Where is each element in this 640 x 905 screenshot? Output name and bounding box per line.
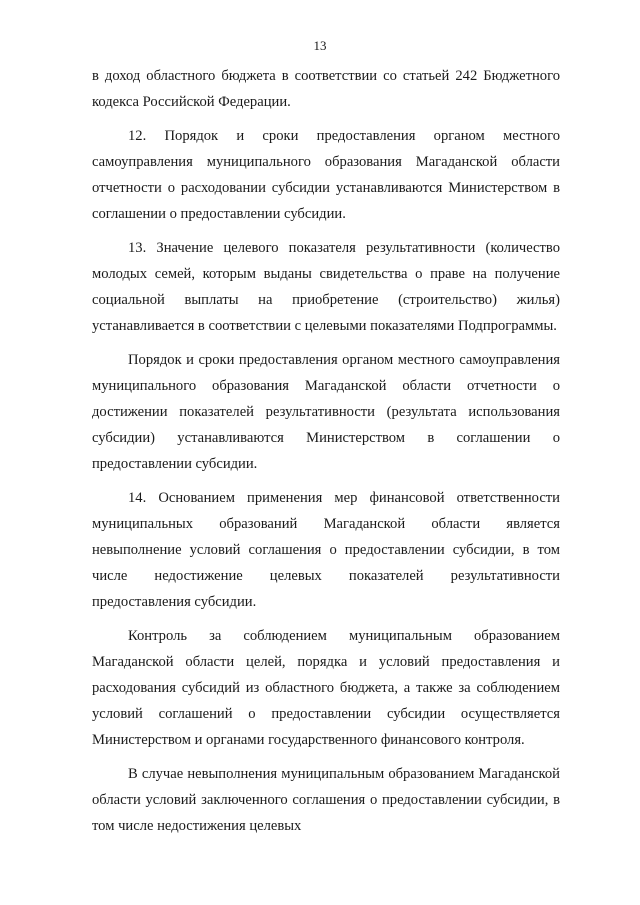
document-body xyxy=(92,63,560,839)
paragraph-item-14: 14. Основанием применения мер финансовой ответственности муниципальных образований Магаданской области является невыполнение условий соглашения о предоставлении субсидии, в том числе недостижение целевых показателей результативности предоставления субсидии. xyxy=(92,490,560,610)
paragraph-reporting-order: Порядок и сроки предоставления органом местного самоуправления муниципального образования Магаданской области отчетности о достижении показателей результативности (результата использования субсидии) устанавливаются Министерством в соглашении о предоставлении субсидии. xyxy=(92,352,560,472)
paragraph-noncompliance: В случае невыполнения муниципальным образованием Магаданской области условий заключенного соглашения о предоставлении субсидии, в том числе недостижения целевых xyxy=(92,766,560,834)
paragraph-control: Контроль за соблюдением муниципальным образованием Магаданской области целей, порядка и условий предоставления и расходования субсидий из областного бюджета, а также за соблюдением условий соглашений о предоставлении субсидии осуществляется Министерством и органами государственного финансового контроля. xyxy=(92,628,560,748)
paragraph-continuation: в доход областного бюджета в соответствии со статьей 242 Бюджетного кодекса Российской Федерации. xyxy=(92,68,560,110)
paragraph-item-13: 13. Значение целевого показателя результативности (количество молодых семей, которым выданы свидетельства о праве на получение социальной выплаты на приобретение (строительство) жилья) устанавливается в соответствии с целевыми показателями Подпрограммы. xyxy=(92,240,560,334)
paragraph-item-12: 12. Порядок и сроки предоставления органом местного самоуправления муниципального образования Магаданской области отчетности о расходовании субсидии устанавливаются Министерством в соглашении о предоставлении субсидии. xyxy=(92,128,560,222)
page-number: 13 xyxy=(313,38,327,53)
